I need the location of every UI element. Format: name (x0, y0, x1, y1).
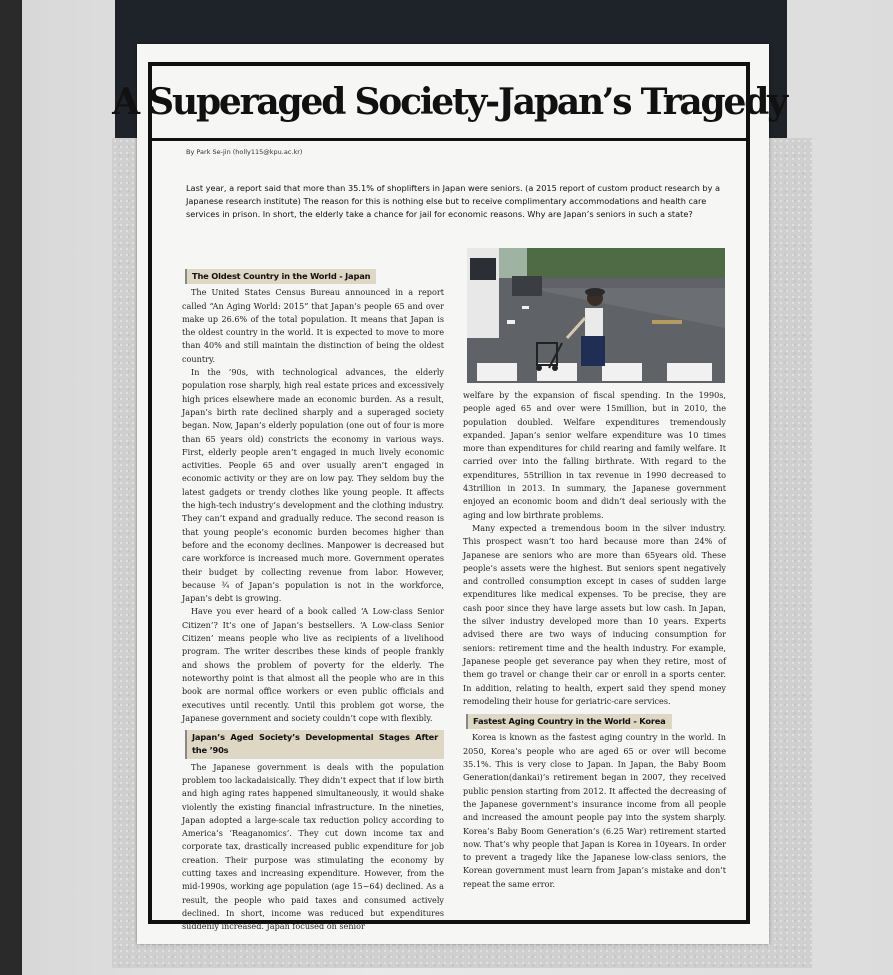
section-heading-korea: Fastest Aging Country in the World - Korea (466, 714, 672, 729)
right-column (463, 248, 726, 891)
paragraph: The United States Census Bureau announced in a report called “An Aging World: 2015” that Japan’s people 65 and over make up 26.6% of the total population. It means that Japan is the oldest country in the world. It is expected to move to more than 40% and still maintain the distinction of being the oldest country. (182, 287, 444, 364)
elderly-woman-crosswalk-photo (467, 248, 725, 383)
paragraph: welfare by the expansion of fiscal spending. In the 1990s, people aged 65 and over were 15million, but in 2010, the population doubled. Welfare expenditures tremendously expanded. Japan’s senior welfare expenditure was 10 times more than expenditures for child rearing and family welfare. It carried over into the falling birthrate. With regard to the expenditures, 55trillion in tax revenue in 1990 decreased to 43trillion in 2013. In summary, the Japanese government enjoyed an economic boom and didn’t deal seriously with the aging and low birthrate problems. (463, 390, 726, 520)
section-heading-developmental: Japan’s Aged Society’s Developmental Stages After the ’90s (185, 730, 444, 759)
article-page (112, 44, 786, 944)
article-title: A Superaged Society-Japan’s Tragedy (112, 81, 786, 123)
paragraph: Korea is known as the fastest aging country in the world. In 2050, Korea’s people who are aged 65 or over will become 35.1%. This is very close to Japan. In Japan, the Baby Boom Generation(dankai)’s retirement began in 2007, they received public pension starting from 2012. It affected the decreasing of the Japanese government’s insurance income from all people and increased the amount people pay into the system sharply. Korea’s Baby Boom Generation’s (6.25 War) retirement started now. That’s why people that Japan is Korea in 10years. In order to prevent a tragedy like the Japanese low-class seniors, the Korean government must learn from Japan’s mistake and don’t repeat the same error. (463, 732, 726, 889)
left-dark-edge (0, 0, 22, 975)
paragraph: In the ’90s, with technological advances, the elderly population rose sharply, high real estate prices and excessively high prices elsewhere made an economic burden. As a result, Japan’s birth rate declined sharply and a superaged society began. Now, Japan’s elderly population (one out of four is more than 65 years old) constricts the economy in various ways. First, elderly people aren’t engaged in much lively economic activities. People 65 and over usually aren’t engaged in economic activity or they are on low pay. They seldom buy the latest gadgets or trendy clothes like young people. It affects the high-tech industry’s development and the clothing industry. They can’t expand and gradually reduce. The second reason is that young people’s economic burden becomes higher than before and the economy declines. Manpower is decreased but care workforce is increased much more. Government operates their budget by collecting revenue from labor. However, because ¾ of Japan’s population is not in the workforce, Japan’s debt is growing. (182, 367, 444, 604)
title-bar (112, 66, 786, 141)
paragraph: Many expected a tremendous boom in the silver industry. This prospect wasn’t too hard because more than 24% of Japanese are seniors who are more than 65years old. These people’s assets were the highest. But seniors spent negatively and controlled consumption except in cases of sudden large expenditures like medical expenses. To be precise, they are cash poor since they have large assets but low cash. In Japan, the silver industry developed more than 10 years. Experts advised there are two ways of inducing consumption for seniors: retirement time and the health industry. For example, Japanese people get severance pay when they retire, most of them go travel or change their car or enroll in a sports center. In addition, relating to health, expert said they spend money remodeling their house for geriatric-care services. (463, 522, 726, 706)
byline: By Park Se-jin (holly115@kpu.ac.kr) (186, 148, 303, 156)
paragraph: Have you ever heard of a book called ‘A Low-class Senior Citizen’? It’s one of Japan’s bestsellers. ‘A Low-class Senior Citizen’ means people who live as recipients of a livelihood program. The writer describes these kinds of people frankly and shows the problem of poverty for the elderly. The noteworthy point is that almost all the people who are in this book are normal office workers or even public officials and executives until recently. Until this problem got worse, the Japanese government and society couldn’t cope with flexibly. (182, 606, 444, 723)
article-frame (112, 62, 786, 932)
lead-paragraph: Last year, a report said that more than 35.1% of shoplifters in Japan were seniors. (a 2015 report of custom product research by a Japanese research institute) The reason for this is nothing else but to receive complimentary accommodations and health care services in prison. In short, the elderly take a chance for jail for economic reasons. Why are Japan’s seniors in such a state? (186, 183, 721, 219)
section-heading-oldest: The Oldest Country in the World - Japan (185, 269, 376, 284)
paragraph: The Japanese government is deals with the population problem too lackadaisically. They didn’t expect that if low birth and high aging rates happened simultaneously, it would shake violently the existing financial infrastructure. In the nineties, Japan adopted a large-scale tax reduction policy according to America’s ‘Reaganomics’. They cut down income tax and corporate tax, drastically increased public expenditure for job creation. Their purpose was stimulating the economy by cutting taxes and increasing expenditure. However, from the mid-1990s, working age population (age 15~64) declined. As a result, the people who paid taxes and consumed actively declined. In short, income was reduced but expenditures suddenly increased. Japan focused on senior (182, 761, 444, 932)
left-column (182, 266, 444, 934)
